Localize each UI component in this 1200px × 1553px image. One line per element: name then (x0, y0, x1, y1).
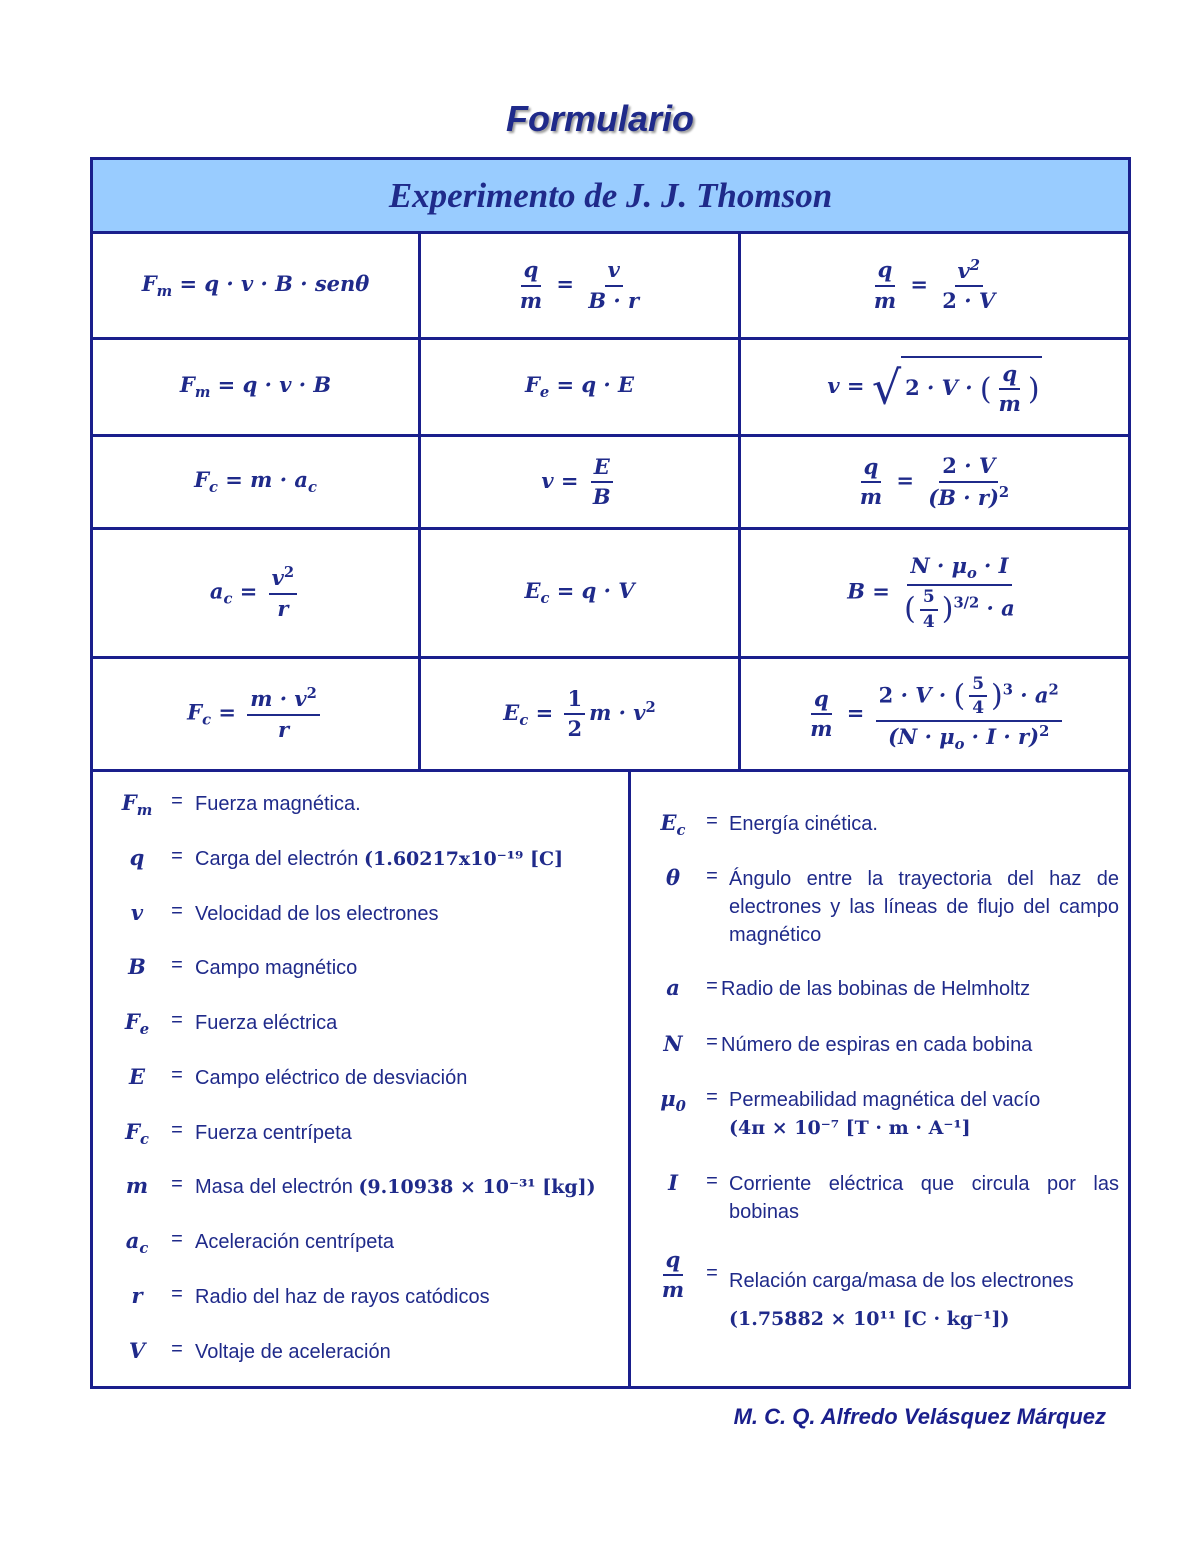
formula-velocity-eb: v = $\frac{E}{B}$ (541, 453, 617, 512)
legend-left (93, 772, 631, 1386)
legend-text: Fuerza centrípeta (195, 1122, 352, 1144)
legend-text: Velocidad de los electrones (195, 903, 439, 925)
formula-cell (93, 659, 421, 772)
formula-charge-mass-br: $\frac{q}{m}$ = $\frac{2 \cdot V}{(B \cdot r)^2}$ (859, 453, 1010, 510)
formula-cell (741, 659, 1128, 772)
legend-text: Campo magnético (195, 957, 358, 979)
legend-item: q = Carga del electrón (1.60217x10⁻¹⁹ [C] (129, 845, 564, 870)
legend-text: Energía cinética. (729, 813, 878, 835)
formula-charge-mass-v2: $\frac{q}{m}$ = $\frac{v^2}{2 \cdot V}$ (873, 256, 996, 313)
formula-cell (741, 234, 1128, 340)
formula-cell (93, 437, 421, 530)
formula-cell (741, 530, 1128, 659)
formula-cell (741, 437, 1128, 530)
legend-text: Relación carga/masa de los electrones (729, 1270, 1074, 1292)
formula-kinetic-energy: $E_c$ = $\frac{1}{2}$ $m \cdot v^2$ (503, 685, 656, 741)
legend-item: $E_c$ = Energía cinética. (660, 810, 878, 840)
formula-velocity-sqrt: v = √ 2 · V · ( $\frac{q}{m}$ ) (827, 356, 1041, 419)
legend-text: Voltaje de aceleración (195, 1341, 391, 1363)
legend-text: Radio del haz de rayos catódicos (195, 1286, 490, 1308)
legend-value: (1.75882 × 10¹¹ [C · kg⁻¹]) (729, 1308, 1010, 1330)
legend-text: Permeabilidad magnética del vacío (729, 1089, 1041, 1111)
legend-text: Número de espiras en cada bobina (721, 1034, 1033, 1056)
legend-text: Carga del electrón (195, 848, 359, 870)
formula-cell (421, 340, 741, 437)
legend-right (631, 772, 1128, 1386)
formula-centripetal-force-v2: $F_c$ = $\frac{m \cdot v^2}{r}$ (187, 684, 324, 744)
formula-cell (421, 530, 741, 659)
page-title: Formulario (505, 98, 694, 139)
legend-item: B = Campo magnético (115, 954, 357, 982)
formula-centripetal-accel: $a_c$ = $\frac{v^2}{r}$ (210, 563, 301, 623)
legend-text: Fuerza magnética. (195, 793, 361, 815)
legend-item: E = Campo eléctrico de desviación (115, 1064, 467, 1092)
section-header: Experimento de J. J. Thomson (93, 160, 1128, 234)
formula-sheet-frame (90, 157, 1131, 1389)
formula-cell (741, 340, 1128, 437)
formula-cell (93, 530, 421, 659)
legend-text: Masa del electrón (195, 1176, 353, 1198)
legend-item: I = Corriente eléctrica que circula por las bobinas (651, 1170, 1123, 1226)
legend-symbol: $F_m$ (121, 790, 153, 820)
legend-item: N = Número de espiras en cada bobina (651, 1031, 1123, 1059)
legend-value: (1.60217x10⁻¹⁹ [C] (364, 848, 564, 870)
formula-charge-mass-helmholtz: $\frac{q}{m}$ = 2 · V · ( $\frac{5}{4}$ )$^3 \cdot a^2$ $(N \cdot \mu_o \cdot I \cdot r)^2$ (803, 673, 1066, 756)
legend-item: θ = Ángulo entre la trayectoria del haz de electrones y las líneas de flujo del campo magnético (651, 865, 1123, 949)
legend-item: $F_e$ = Fuerza eléctrica (124, 1009, 338, 1039)
legend-item: $a_c$ = Aceleración centrípeta (125, 1228, 395, 1258)
author-credit: M. C. Q. Alfredo Velásquez Márquez (733, 1404, 1106, 1429)
legend-item: V = Voltaje de aceleración (115, 1338, 391, 1366)
legend-item: r = Radio del haz de rayos catódicos (115, 1283, 490, 1311)
legend-item: m = Masa del electrón (9.10938 × 10⁻³¹ [kg]) (125, 1173, 596, 1198)
legend-item: v = Velocidad de los electrones (115, 900, 439, 928)
formula-kinetic-energy-qv: $E_c = q \cdot V$ (524, 578, 635, 608)
formula-cell (421, 234, 741, 340)
legend-text: Fuerza eléctrica (195, 1012, 338, 1034)
formula-magnetic-force: $F_m = q \cdot v \cdot B$ (179, 372, 332, 402)
legend-value: (9.10938 × 10⁻³¹ [kg]) (358, 1176, 596, 1198)
formula-cell (421, 437, 741, 530)
legend-item: $\mu_0$ = Permeabilidad magnética del vacío (4π × 10⁻⁷ [T · m · A⁻¹] (651, 1086, 1123, 1142)
legend-item: $F_m$ = Fuerza magnética. (115, 790, 361, 819)
legend-item: a = Radio de las bobinas de Helmholtz (651, 975, 1123, 1003)
formula-charge-mass-vbr: $\frac{q}{m}$ = $\frac{v}{B \cdot r}$ (519, 257, 640, 313)
formula-helmholtz-field: B = $N \cdot \mu_o \cdot I$ ( $\frac{5}{4}$ )$^{3/2}$ · a (847, 553, 1015, 633)
formula-cell (421, 659, 741, 772)
legend-item: $F_c$ = Fuerza centrípeta (125, 1119, 352, 1149)
formula-centripetal-force: $F_c = m \cdot a_c$ (194, 467, 317, 497)
legend-text: Campo eléctrico de desviación (195, 1067, 468, 1089)
formula-cell (93, 340, 421, 437)
legend-text: Aceleración centrípeta (195, 1231, 395, 1253)
legend-item: $\frac{q}{m}$ = Relación carga/masa de los electrones (1.75882 × 10¹¹ [C · kg⁻¹]) (651, 1246, 1123, 1338)
legend-value: (4π × 10⁻⁷ [T · m · A⁻¹] (729, 1117, 971, 1139)
legend-text: Corriente eléctrica que circula por las bobinas (729, 1173, 1119, 1223)
formula-cell (93, 234, 421, 340)
legend-text: Ángulo entre la trayectoria del haz de electrones y las líneas de flujo del campo magnético (729, 868, 1119, 946)
formula-magnetic-force-full: $F_m = q \cdot v \cdot B \cdot sen\theta$ (141, 270, 370, 301)
formula-electric-force: $F_e = q \cdot E$ (524, 372, 635, 402)
legend-text: Radio de las bobinas de Helmholtz (721, 978, 1031, 1000)
